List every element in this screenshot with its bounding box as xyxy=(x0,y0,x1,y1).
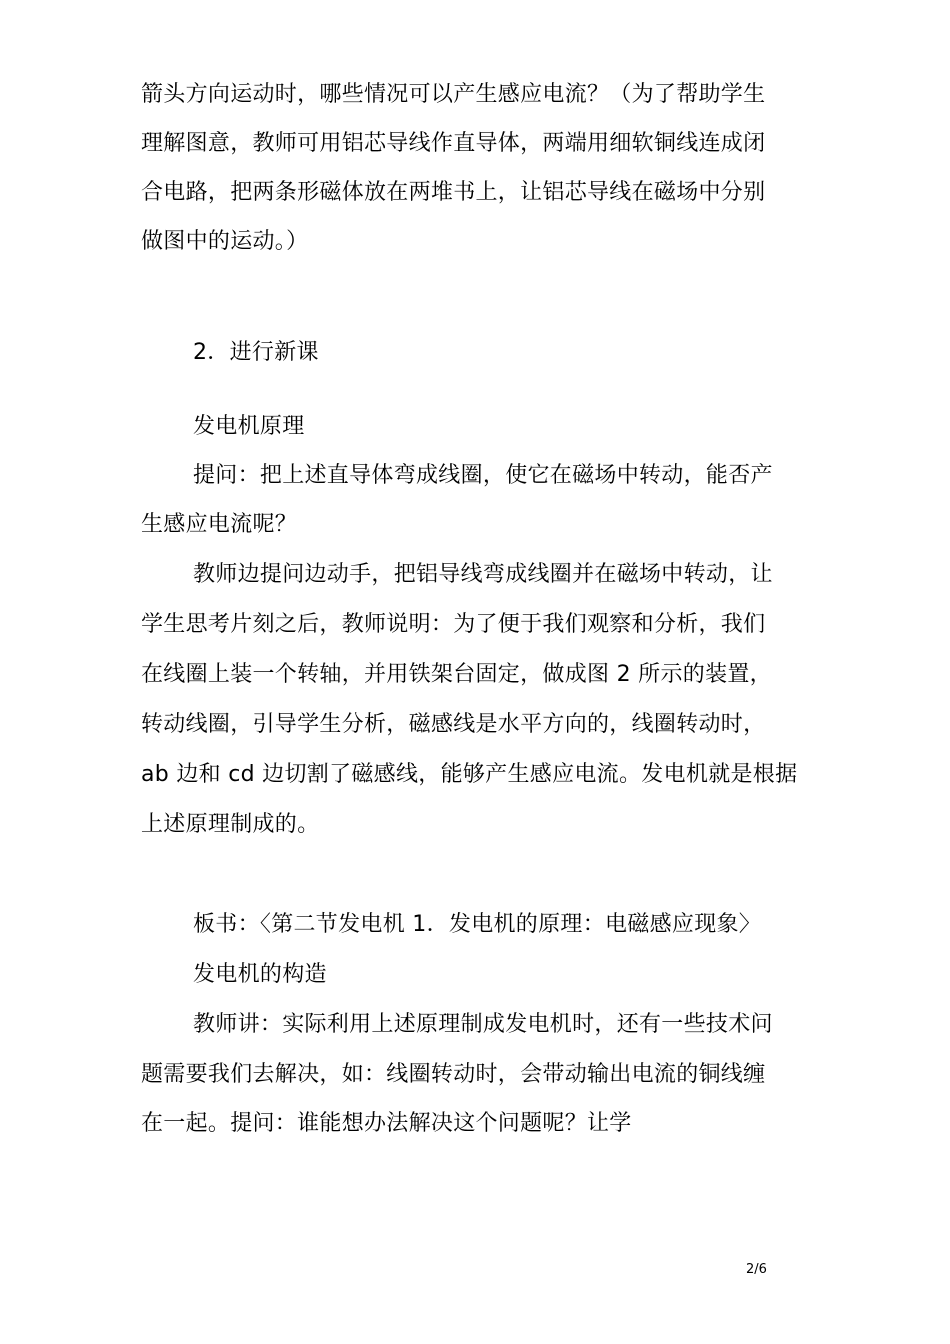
demonstration-line-5: ab 边和 cd 边切割了磁感线，能够产生感应电流。发电机就是根据 xyxy=(141,762,798,787)
demonstration-line-1: 教师边提问边动手，把铝导线弯成线圈并在磁场中转动，让 xyxy=(193,562,773,587)
intro-line-3: 合电路，把两条形磁体放在两堆书上，让铝芯导线在磁场中分别 xyxy=(141,180,766,205)
teacher-talk-line-3: 在一起。提问：谁能想办法解决这个问题呢？让学 xyxy=(141,1111,632,1136)
demonstration-line-6: 上述原理制成的。 xyxy=(141,812,320,837)
teacher-talk-line-2: 题需要我们去解决，如：线圈转动时，会带动输出电流的铜线缠 xyxy=(141,1062,766,1087)
subheading-structure: 发电机的构造 xyxy=(193,962,327,987)
teacher-talk-line-1: 教师讲：实际利用上述原理制成发电机时，还有一些技术问 xyxy=(193,1012,773,1037)
intro-line-1: 箭头方向运动时，哪些情况可以产生感应电流？（为了帮助学生 xyxy=(141,82,766,107)
question-line-1: 提问：把上述直导体弯成线圈，使它在磁场中转动，能否产 xyxy=(193,463,773,488)
intro-line-4: 做图中的运动。） xyxy=(141,229,309,254)
board-note: 板书：〈第二节发电机 1．发电机的原理：电磁感应现象〉 xyxy=(193,912,762,937)
section-heading: 2．进行新课 xyxy=(193,340,319,365)
demonstration-line-2: 学生思考片刻之后，教师说明：为了便于我们观察和分析，我们 xyxy=(141,612,766,637)
intro-line-2: 理解图意，教师可用铝芯导线作直导体，两端用细软铜线连成闭 xyxy=(141,131,766,156)
question-line-2: 生感应电流呢？ xyxy=(141,512,298,537)
demonstration-line-3: 在线圈上装一个转轴，并用铁架台固定，做成图 2 所示的装置， xyxy=(141,662,772,687)
subheading-principle: 发电机原理 xyxy=(193,414,305,439)
demonstration-line-4: 转动线圈，引导学生分析，磁感线是水平方向的，线圈转动时， xyxy=(141,712,766,737)
page-number: 2/6 xyxy=(746,1262,767,1277)
